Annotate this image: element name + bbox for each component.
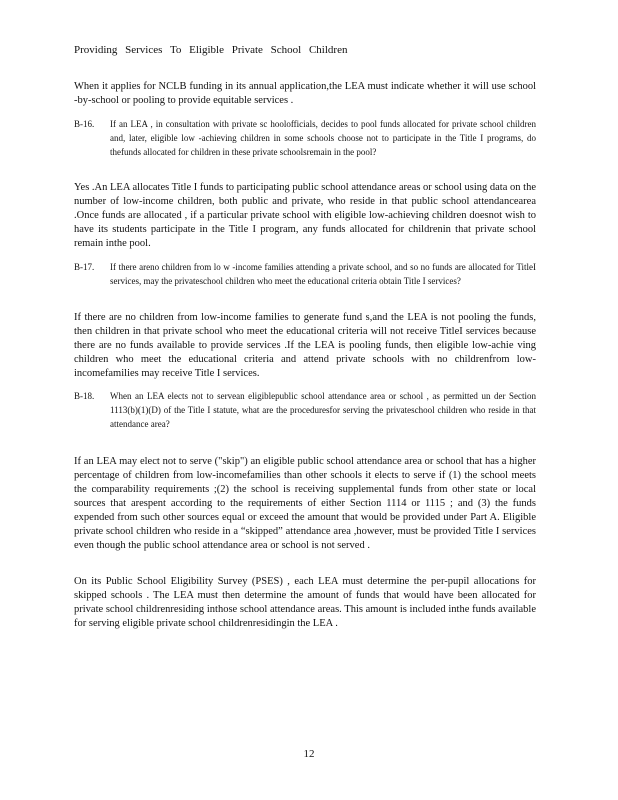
page-header: Providing Services To Eligible Private School Children — [74, 44, 348, 56]
answer-b17: If there are no children from low-income families to generate fund s,and the LEA is not pooling the funds, then children in that private school who meet the educational criteria will not receive TitleI services because there are no funds available to provide services .If the LEA is pooling funds, then eligible low-achie ving children who meet the educational criteria and attend private schools with no childrenfrom low-incomefamilies may receive Title I services. — [74, 312, 536, 379]
question-number: B-16. — [74, 119, 95, 129]
question-text: If there areno children from lo w -income families attending a private school, and so no funds are allocated for TitleI services, may the privateschool children who meet the educational criteria obtain Title I services? — [110, 262, 536, 286]
question-b18 — [74, 389, 536, 431]
question-b17 — [74, 260, 536, 288]
question-b16 — [74, 117, 536, 159]
question-number: B-18. — [74, 391, 95, 401]
question-text: If an LEA , in consultation with private sc hoolofficials, decides to pool funds allocated for private school children and, later, eligible low -achieving children in some schools choose not to participate in the Title I programs, do thefunds allocated for children in these private schoolsremain in the pool? — [110, 119, 536, 157]
question-number: B-17. — [74, 262, 95, 272]
closing-paragraph: On its Public School Eligibility Survey (PSES) , each LEA must determine the per-pupil allocations for skipped schools . The LEA must then determine the amount of funds that would have been allocated for private school childrenresiding inthose school attendance areas. This amount is included inthe funds available for serving eligible private school childrenresidingin the LEA . — [74, 576, 536, 629]
question-text: When an LEA elects not to servean eligiblepublic school attendance area or school , as permitted un der Section 1113(b)(1)(D) of the Title I statute, what are the proceduresfor serving the privateschool children who reside in that attendance area? — [110, 391, 536, 429]
page-number: 12 — [303, 748, 315, 760]
intro-paragraph: When it applies for NCLB funding in its annual application,the LEA must indicate whether it will use school -by-school or pooling to provide equitable services . — [74, 81, 536, 106]
answer-b16: Yes .An LEA allocates Title I funds to participating public school attendance areas or school using data on the number of low-income children, both public and private, who reside in that public school attendancearea .Once funds are allocated , if a particular private school with eligible low-achieving children doesnot wish to have its students participate in the Title I program, any funds allocated for childrenin that private school remain inthe pool. — [74, 182, 536, 249]
answer-b18: If an LEA may elect not to serve ("skip") an eligible public school attendance area or school that has a higher percentage of children from low-incomefamilies than other schools it elects to serve if (1) the school meets the comparability requirements ;(2) the school is receiving supplemental funds from other state or local sources that arespent according to the requirements of either Section 1114 or 1115 ; and (3) the funds expended from such other sources equal or exceed the amount that would be provided under Part A. Eligible private school children who reside in a “skipped” attendance area ,however, must be provided Title I services even though the public school attendance area or school is not served . — [74, 456, 536, 551]
